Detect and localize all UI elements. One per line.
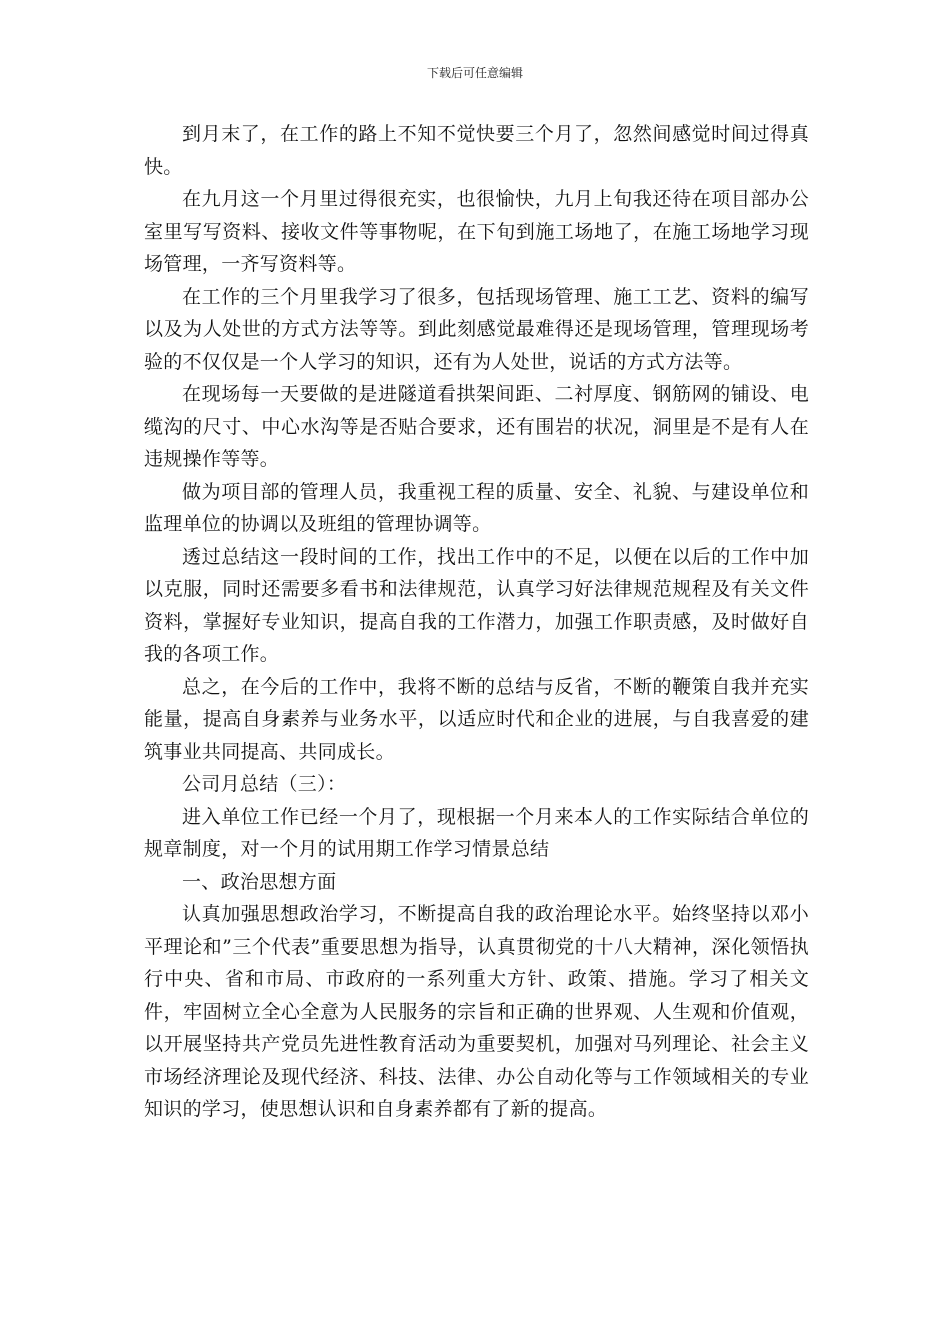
paragraph: 进入单位工作已经一个月了，现根据一个月来本人的工作实际结合单位的规章制度，对一个月的试用期工作学习情景总结 xyxy=(144,805,809,860)
paragraph: 在九月这一个月里过得很充实，也很愉快，九月上旬我还待在项目部办公室里写写资料、接收文件等事物呢，在下旬到施工场地了，在施工场地学习现场管理，一齐写资料等。 xyxy=(144,188,809,275)
paragraph: 总之，在今后的工作中，我将不断的总结与反省，不断的鞭策自我并充实能量，提高自身素养与业务水平，以适应时代和企业的进展，与自我喜爱的建筑事业共同提高、共同成长。 xyxy=(144,675,809,763)
paragraph: 做为项目部的管理人员，我重视工程的质量、安全、礼貌、与建设单位和监理单位的协调以及班组的管理协调等。 xyxy=(144,480,809,535)
document-body xyxy=(144,118,809,1126)
paragraph: 认真加强思想政治学习，不断提高自我的政治理论水平。始终坚持以邓小平理论和”三个代表”重要思想为指导，认真贯彻党的十八大精神，深化领悟执行中央、省和市局、市政府的一系列重大方针、政策、措施。学习了相关文件，牢固树立全心全意为人民服务的宗旨和正确的世界观、人生观和价值观，以开展坚持共产党员先进性教育活动为重要契机，加强对马列理论、社会主义市场经济理论及现代经济、科技、法律、办公自动化等与工作领域相关的专业知识的学习，使思想认识和自身素养都有了新的提高。 xyxy=(144,903,809,1120)
paragraph: 在现场每一天要做的是进隧道看拱架间距、二衬厚度、钢筋网的铺设、电缆沟的尺寸、中心水沟等是否贴合要求，还有围岩的状况，洞里是不是有人在违规操作等等。 xyxy=(144,383,809,470)
paragraph: 到月末了，在工作的路上不知不觉快要三个月了，忽然间感觉时间过得真快。 xyxy=(144,123,809,178)
paragraph: 在工作的三个月里我学习了很多，包括现场管理、施工工艺、资料的编写以及为人处世的方式方法等等。到此刻感觉最难得还是现场管理，管理现场考验的不仅仅是一个人学习的知识，还有为人处世，说话的方式方法等。 xyxy=(144,285,809,373)
section-heading: 一、政治思想方面 xyxy=(182,870,337,893)
section-heading: 公司月总结（三）： xyxy=(182,773,347,795)
paragraph: 透过总结这一段时间的工作，找出工作中的不足，以便在以后的工作中加以克服，同时还需要多看书和法律规范，认真学习好法律规范规程及有关文件资料，掌握好专业知识，提高自我的工作潜力，加强工作职责感，及时做好自我的各项工作。 xyxy=(144,545,809,665)
page-header-note: 下载后可任意编辑 xyxy=(426,66,523,80)
